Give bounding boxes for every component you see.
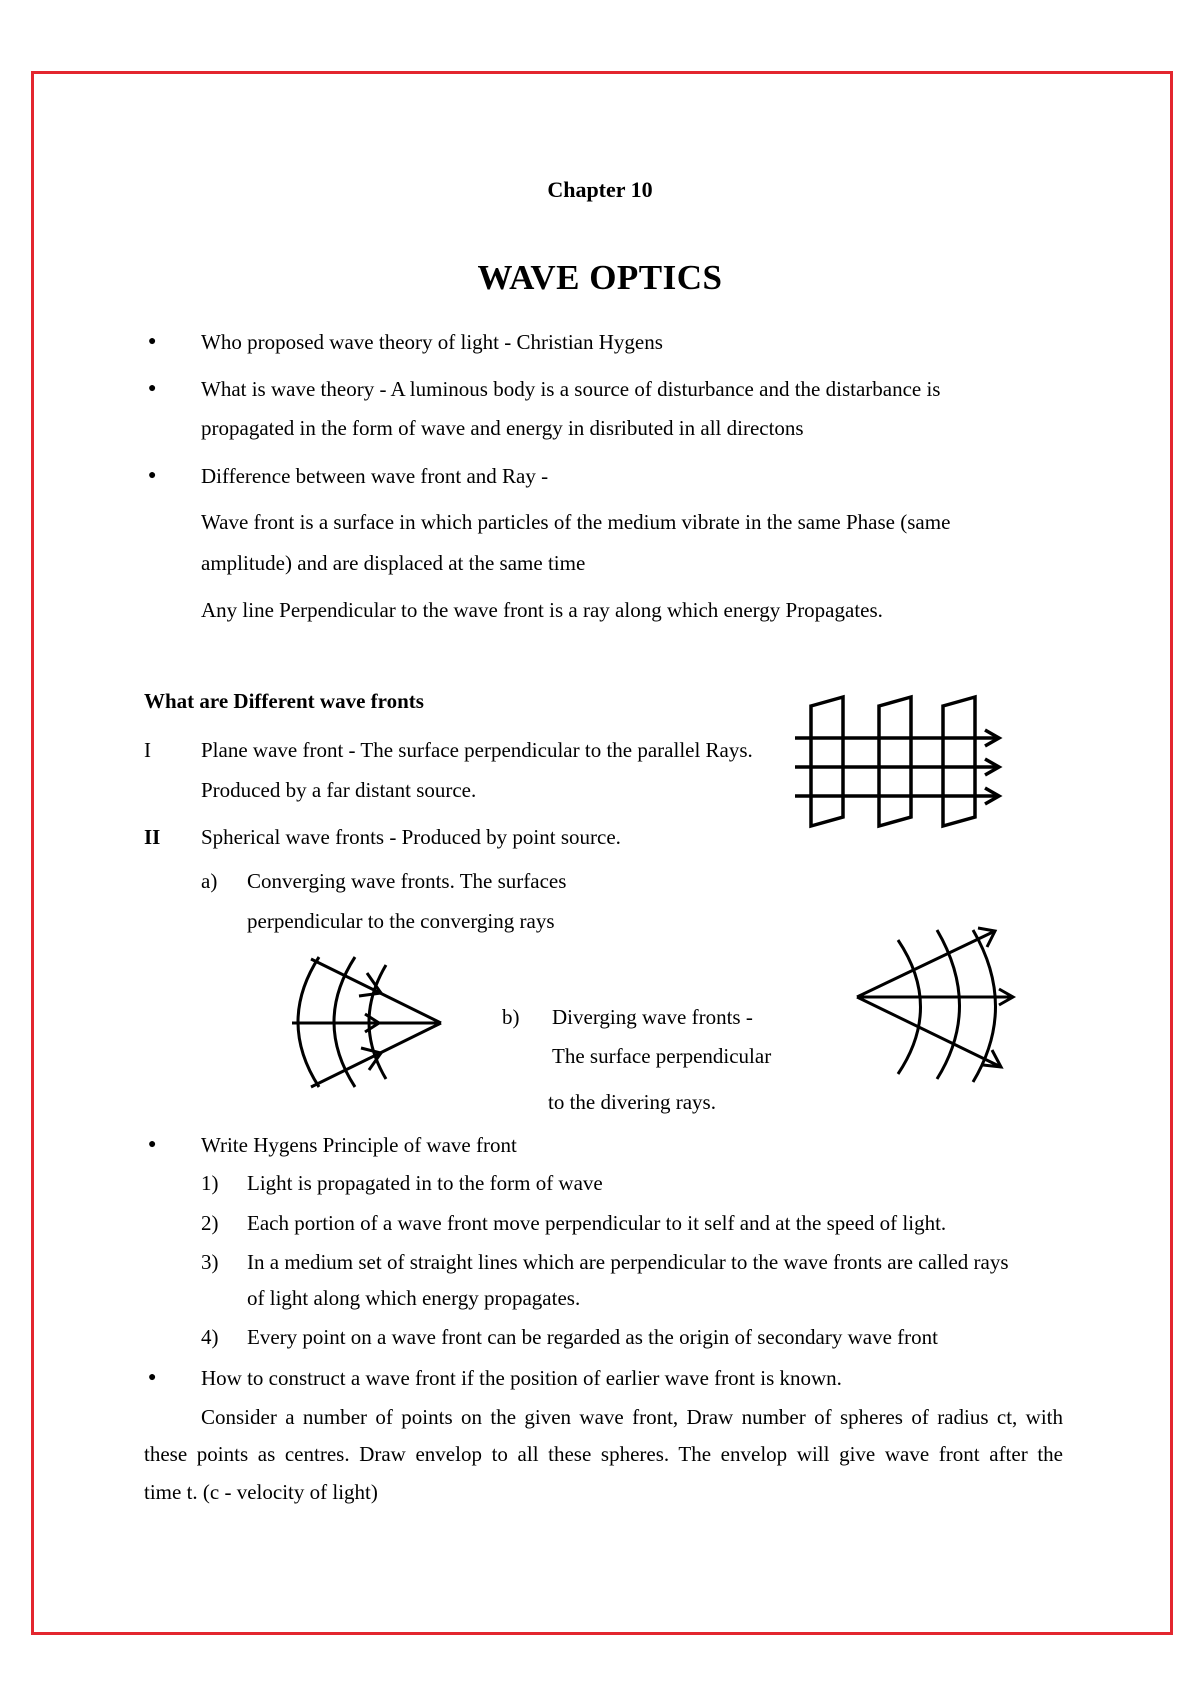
ray-line: [857, 931, 995, 997]
plane-wavefront-diagram: [780, 695, 1010, 835]
huygens-item-text: In a medium set of straight lines which are perpendicular to the wave fronts are called rays: [247, 1250, 1009, 1274]
converging-line1: Converging wave fronts. The surfaces: [247, 869, 567, 893]
ray-line: [857, 997, 1001, 1067]
huygens-item-num: 1): [201, 1171, 219, 1195]
bullet-icon: ●: [148, 381, 157, 396]
spherical-numeral: II: [144, 825, 161, 849]
page-title: WAVE OPTICS: [477, 258, 723, 297]
construct-question: How to construct a wave front if the position of earlier wave front is known.: [201, 1366, 842, 1390]
diverging-line2: The surface perpendicular: [552, 1044, 772, 1068]
bullet-icon: ●: [148, 1137, 157, 1152]
bullet-icon: ●: [148, 1370, 157, 1385]
huygens-item-num: 4): [201, 1325, 219, 1349]
huygens-heading: Write Hygens Principle of wave front: [201, 1133, 517, 1157]
huygens-item-text-cont: of light along which energy propagates.: [247, 1286, 581, 1310]
wavefront-plane-3: [943, 697, 975, 826]
spherical-wavefront-line1: Spherical wave fronts - Produced by point source.: [201, 825, 621, 849]
construct-answer-line1: Consider a number of points on the given wave front, Draw number of spheres of radius ct, with: [201, 1405, 1063, 1429]
huygens-item-num: 3): [201, 1250, 219, 1274]
question-wave-theory-line2: propagated in the form of wave and energy in disributed in all directons: [201, 416, 804, 440]
huygens-item-text: Light is propagated in to the form of wave: [247, 1171, 603, 1195]
wavefront-definition-line2: amplitude) and are displaced at the same time: [201, 551, 586, 575]
ray-line: [311, 959, 441, 1023]
huygens-item-text: Every point on a wave front can be regarded as the origin of secondary wave front: [247, 1325, 938, 1349]
wavefront-plane-2: [879, 697, 911, 826]
bullet-icon: ●: [148, 334, 157, 349]
wavefront-arc: [898, 940, 921, 1074]
plane-numeral: I: [144, 738, 151, 762]
chapter-label: Chapter 10: [547, 177, 653, 202]
diverging-line3: to the divering rays.: [548, 1090, 716, 1114]
converging-wavefront-diagram: [280, 945, 460, 1095]
construct-answer-line2: these points as centres. Draw envelop to all these spheres. The envelop will give wave front after the: [144, 1442, 1063, 1466]
page-border: [31, 71, 1173, 1635]
ray-line: [311, 1023, 441, 1087]
converging-label: a): [201, 869, 218, 893]
diverging-label: b): [502, 1005, 520, 1029]
huygens-item-num: 2): [201, 1211, 219, 1235]
bullet-icon: ●: [148, 468, 157, 483]
question-wave-theory-proposer: Who proposed wave theory of light - Christian Hygens: [201, 330, 663, 354]
construct-answer-line3: time t. (c - velocity of light): [144, 1480, 378, 1504]
section-heading-wavefronts: What are Different wave fronts: [144, 689, 424, 713]
huygens-item-text: Each portion of a wave front move perpendicular to it self and at the speed of light.: [247, 1211, 947, 1235]
plane-wavefront-line2: Produced by a far distant source.: [201, 778, 477, 802]
plane-wavefront-line1: Plane wave front - The surface perpendicular to the parallel Rays.: [201, 738, 753, 762]
ray-definition: Any line Perpendicular to the wave front is a ray along which energy Propagates.: [201, 598, 883, 622]
wavefront-plane-1: [811, 697, 843, 826]
converging-line2: perpendicular to the converging rays: [247, 909, 555, 933]
wavefront-definition-line1: Wave front is a surface in which particles of the medium vibrate in the same Phase (same: [201, 510, 951, 534]
question-wave-theory-line1: What is wave theory - A luminous body is a source of disturbance and the distarbance is: [201, 377, 941, 401]
diverging-line1: Diverging wave fronts -: [552, 1005, 753, 1029]
diverging-wavefront-diagram: [855, 922, 1035, 1082]
question-wavefront-vs-ray: Difference between wave front and Ray -: [201, 464, 549, 488]
